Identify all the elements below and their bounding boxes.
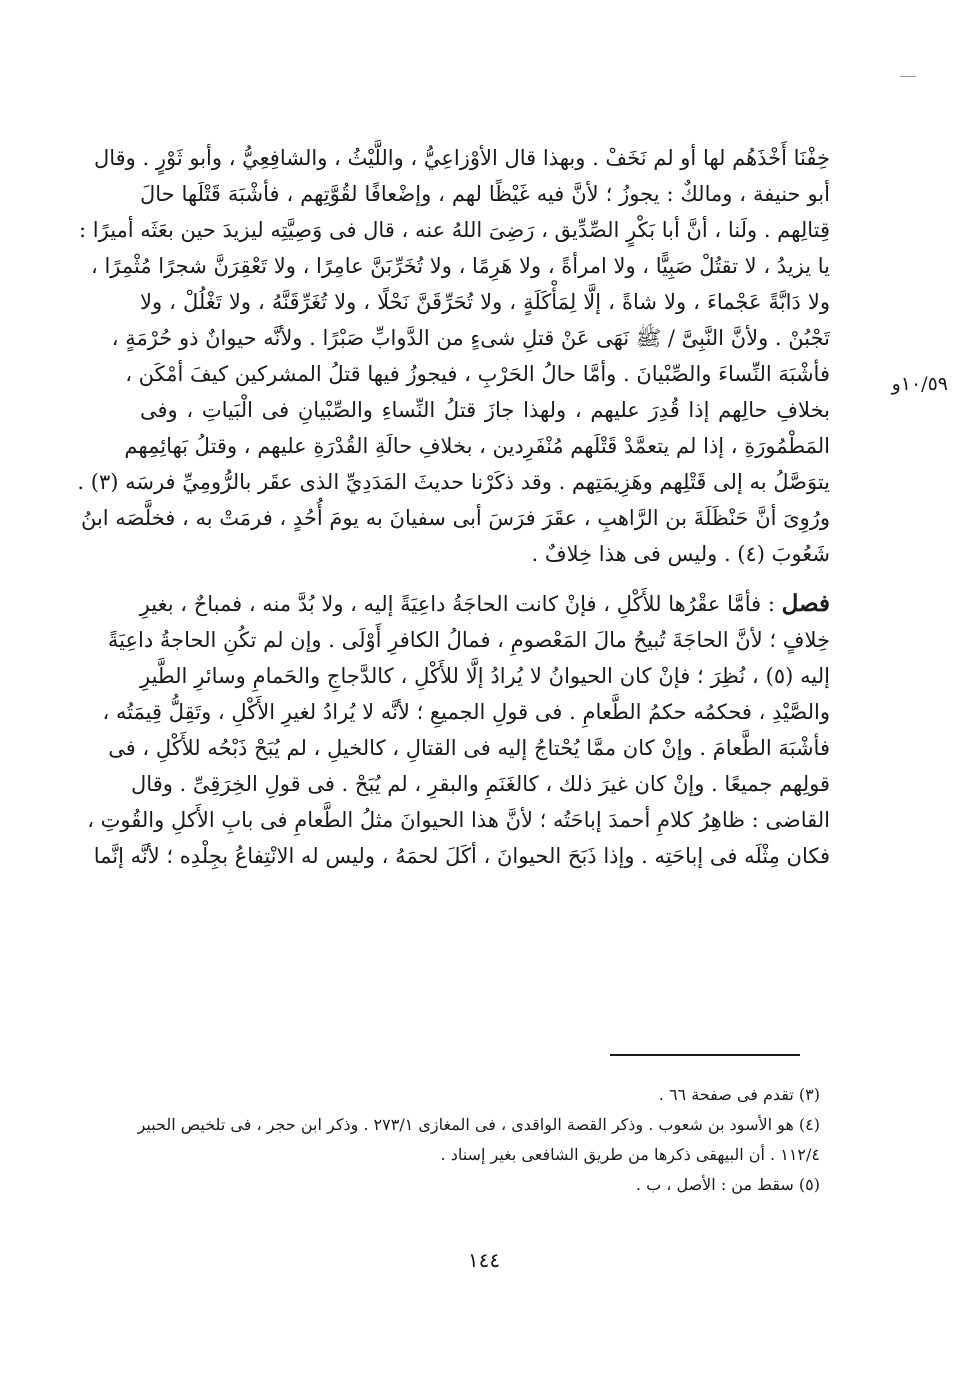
text-line: خِفْنَا أَخْذَهُم لها أو لم نَخَفْ . وبهذا قال الأوْزاعِيُّ ، واللَّيْثُ ، والشافِعِيُّ ، وأبو ثَوْرٍ . وقال [93, 146, 830, 170]
text-line: ولا دَابَّةً عَجْماءَ ، ولا شاةً ، إلَّا لِمَأْكَلَةٍ ، ولا تُحَرِّقَنَّ نَحْلًا ، ولا تُغَرِّقَنَّهُ ، ولا تَغْلُلْ ، ولا [140, 290, 830, 314]
text-line-content: : فأمَّا عقْرُها للأَكْلِ ، فإنْ كانت الحاجَةُ داعِيَةً إليه ، ولا بُدَّ منه ، فمباحٌ ، بغيرِ [139, 592, 775, 616]
text-line: بخلافِ حالِهم إذا قُدِرَ عليهم ، ولهذا جازَ قتلُ النِّساءِ والصِّبْيانِ فى الْبَياتِ ، وفى [140, 398, 830, 422]
text-line: يا يزيدُ ، لا تقتُلْ صَبِيًّا ، ولا امرأةً ، ولا هَرِمًا ، ولا تُخَرِّبَنَّ عامِرًا ، ولا تَعْقِرَنَّ شجرًا مُثْمِرًا ، [90, 254, 830, 278]
text-line: المَطْمُورَةِ ، إذا لم يتعمَّدْ قَتْلَهم مُنْفَرِدين ، بخلافِ حالَةِ القُدْرَةِ عليهم ، وقتلُ بَهائِمِهم [124, 434, 830, 458]
footnote-3: (٣) تقدم فى صفحة ٦٦ . [658, 1085, 820, 1104]
text-line [140, 586, 830, 622]
corner-mark [900, 76, 916, 77]
text-line: شَعُوبَ (٤) . وليس فى هذا خِلافٌ . [531, 542, 830, 566]
text-line: فأشْبَهَ الطَّعامَ . وإنْ كان ممَّا يُحْتاجُ إليه فى القتالِ ، كالخيلِ ، لم يُبَحْ ذَبْحُه للأَكْلِ ، فى [108, 736, 830, 760]
paragraph-gap [140, 572, 830, 586]
text-line: فأشْبَهَ النِّساءَ والصِّبْيانَ . وأمَّا حالُ الحَرْبِ ، فيجوزُ فيها قتلُ المشركين كيفَ أمْكَن ، [125, 362, 830, 386]
text-line: فكان مِثْلَه فى إباحَتِه . وإذا ذَبَحَ الحيوانَ ، أكَلَ لحمَهُ ، وليس له الانْتِفاعُ بجِلْدِه ؛ لأنَّه إنَّما [93, 844, 830, 868]
footnote-4-continued: ١١٢/٤ . أن البيهقى ذكرها من طريق الشافعى بغير إسناد . [440, 1145, 820, 1164]
text-line: قولِهم جميعًا . وإنْ كان غيرَ ذلك ، كالغَنَمِ والبقرِ ، لم يُبَحْ . فى قولِ الخِرَقِىِّ . وقال [131, 772, 830, 796]
footnotes [137, 1080, 820, 1200]
footnote-4: (٤) هو الأسود بن شعوب . وذكر القصة الواقدى ، فى المغازى ٢٧٣/١ . وذكر ابن حجر ، فى تلخيص الحبير [137, 1115, 820, 1134]
text-line: إليه (٥) ، نُظِرَ ؛ فإنْ كان الحيوانُ لا يُرادُ إلَّا للأَكْلِ ، كالدَّجاجِ والحَمامِ وسائرِ الطَّيرِ [140, 664, 830, 688]
section-label-fasl: فصل [781, 590, 830, 617]
text-line: تَجْبُنْ . ولأنَّ النَّبِىَّ / ﷺ نَهَى عَنْ قتلِ شىءٍ من الدَّوابِّ صَبْرًا . ولأنَّه حيوانٌ ذو حُرْمَةٍ ، [111, 326, 830, 350]
page-number: ١٤٤ [467, 1248, 501, 1272]
margin-folio-note: ١٠/٥٩و [891, 373, 948, 395]
text-line: القاضى : ظاهِرُ كلامِ أحمدَ إباحَتُه ؛ لأنَّ هذا الحيوانَ مثلُ الطَّعامِ فى بابِ الأَكلِ والقُوتِ ، [87, 808, 830, 832]
text-line: ورُوِىَ أنَّ حَنْظَلَةَ بن الرَّاهبِ ، عقَرَ فرَسَ أبى سفيانَ به يومَ أُحُدٍ ، فرمَتْ به ، فخلَّصَه ابنُ [80, 506, 830, 530]
text-line: قِتالِهم . ولَنا ، أنَّ أبا بَكْرٍ الصِّدِّيق ، رَضِىَ اللهُ عنه ، قال فى وَصِيَّتِه ليزيدَ حين بعَثَه أميرًا : [79, 218, 830, 242]
text-line: أبو حنيفة ، ومالكٌ : يجوزُ ؛ لأنَّ فيه غَيْظًا لهم ، وإضْعافًا لقُوَّتِهم ، فأشْبَهَ قَتْلَها حالَ [140, 182, 830, 206]
footnote-separator [610, 1054, 800, 1056]
main-text [77, 140, 830, 874]
text-line: والصَّيْدِ ، فحكمُه حكمُ الطَّعامِ . فى قولِ الجميعِ ؛ لأنَّه لا يُرادُ لغيرِ الأَكْلِ ، وتَقِلُّ قِيمَتُه ، [102, 700, 830, 724]
text-line: يتوَصَّلُ به إلى قَتْلِهم وهَزِيمَتِهم . وقد ذكَرْنا حديثَ المَدَدِيِّ الذى عقَر بالرُّومِيِّ فرسَه (٣) . [77, 470, 830, 494]
text-line: خِلافٍ ؛ لأنَّ الحاجَةَ تُبيحُ مالَ المَعْصومِ ، فمالُ الكافرِ أَوْلَى . وإن لم تكُنِ الحاجةُ داعِيَةً [107, 628, 830, 652]
footnote-5: (٥) سقط من : الأصل ، ب . [635, 1175, 820, 1194]
